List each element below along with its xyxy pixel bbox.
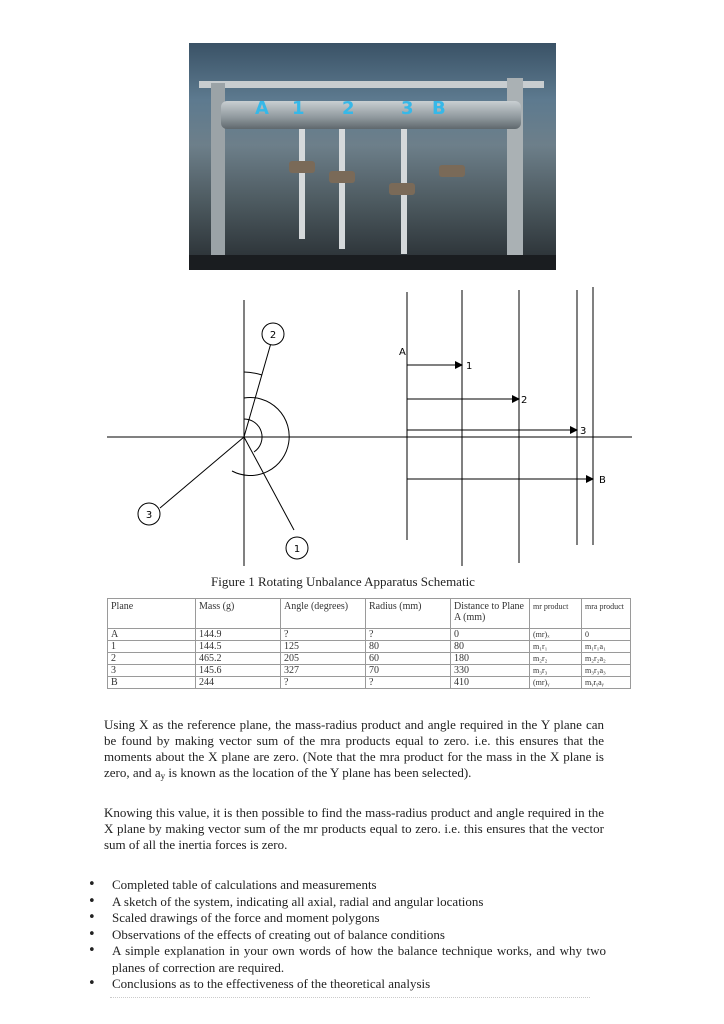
table-header-cell: mr product — [530, 599, 582, 629]
page-cut-edge — [110, 997, 590, 1002]
table-cell: A — [108, 629, 196, 641]
table-cell: 80 — [451, 641, 530, 653]
table-cell: ? — [281, 677, 366, 689]
table-cell: 0 — [451, 629, 530, 641]
table-header-cell: Plane — [108, 599, 196, 629]
axial-label-3: 3 — [580, 426, 587, 437]
photo-disc — [439, 165, 465, 177]
table-cell: 244 — [196, 677, 281, 689]
table-cell: 330 — [451, 665, 530, 677]
table-cell: B — [108, 677, 196, 689]
list-item: • Observations of the effects of creating out of balance conditions — [86, 927, 606, 944]
list-item: • Conclusions as to the effectiveness of the theoretical analysis — [86, 976, 606, 993]
table-row — [108, 641, 631, 653]
axial-label-2: 2 — [521, 395, 528, 406]
table-cell: ? — [366, 677, 451, 689]
paragraph-y-plane-start: Using X as the reference plane, the mass-radius product and angle required in the Y plane can be found by making vector sum of the mra products equal to zero. i.e. this ensures that the moments about the X plane are zero. (Note that the mra product for the mass in the X plane is zero, and a — [104, 717, 604, 780]
photo-disc — [389, 183, 415, 195]
photo-rod — [299, 129, 305, 239]
table-row — [108, 629, 631, 641]
photo-label-b: B — [432, 98, 446, 119]
list-item: • Scaled drawings of the force and moment polygons — [86, 910, 606, 927]
polar-label-2: 2 — [269, 330, 277, 341]
list-item: • A sketch of the system, indicating all axial, radial and angular locations — [86, 894, 606, 911]
table-row — [108, 665, 631, 677]
photo-top-rail — [199, 81, 544, 88]
axial-diagram — [382, 287, 632, 566]
table-header-cell: Angle (degrees) — [281, 599, 366, 629]
photo-label-3: 3 — [401, 98, 414, 119]
table-cell: 327 — [281, 665, 366, 677]
table-cell: 3 — [108, 665, 196, 677]
photo-label-2: 2 — [342, 98, 355, 119]
table-cell: (mr)ᵧ — [530, 677, 582, 689]
figure-caption: Figure 1 Rotating Unbalance Apparatus Schematic — [211, 574, 475, 589]
table-cell: 2 — [108, 653, 196, 665]
table-cell: m₁r₁ — [530, 641, 582, 653]
table-row — [108, 677, 631, 689]
table-cell: 1 — [108, 641, 196, 653]
subscript-y: y — [160, 771, 166, 781]
list-item: • A simple explanation in your own words of how the balance technique works, and why two planes of correction are required. — [86, 943, 606, 976]
apparatus-photo — [189, 43, 556, 270]
table-cell: 60 — [366, 653, 451, 665]
apparatus-schematic — [0, 280, 724, 575]
axial-label-b: B — [599, 475, 606, 486]
paragraph-y-plane-end: is known as the location of the Y plane has been selected). — [165, 765, 472, 780]
table-cell: ? — [281, 629, 366, 641]
table-cell: m₂r₂ — [530, 653, 582, 665]
table-cell: 70 — [366, 665, 451, 677]
polar-label-1: 1 — [293, 544, 301, 555]
table-cell: m₃r₃ — [530, 665, 582, 677]
table-cell: 125 — [281, 641, 366, 653]
table-cell: 205 — [281, 653, 366, 665]
paragraph-x-plane: Knowing this value, it is then possible to find the mass-radius product and angle required in the X plane by making vector sum of the mr products equal to zero. i.e. this ensures that the vector sum of all the inertia forces is zero. — [104, 805, 604, 852]
table-cell: 0 — [582, 629, 631, 641]
table-cell: 80 — [366, 641, 451, 653]
photo-label-1: 1 — [292, 98, 305, 119]
photo-rod — [339, 129, 345, 249]
table-cell: 144.9 — [196, 629, 281, 641]
photo-base — [189, 255, 556, 270]
table-header-cell: Radius (mm) — [366, 599, 451, 629]
angle-arc-small — [244, 372, 262, 375]
table-header-cell: mra product — [582, 599, 631, 629]
table-cell: ? — [366, 629, 451, 641]
deliverables-list — [86, 877, 606, 993]
table-cell: 144.5 — [196, 641, 281, 653]
axial-label-1: 1 — [466, 361, 473, 372]
list-item: • Completed table of calculations and measurements — [86, 877, 606, 894]
table-cell: m₂r₂a₂ — [582, 653, 631, 665]
table-cell: m₁r₁a₁ — [582, 641, 631, 653]
table-header-row — [108, 599, 631, 629]
polar-label-3: 3 — [145, 510, 153, 521]
polar-arm-3 — [160, 437, 244, 508]
polar-arm-2 — [244, 336, 273, 437]
table-cell: m₃r₃a₃ — [582, 665, 631, 677]
table-cell: mᵧrᵧaᵧ — [582, 677, 631, 689]
table-header-cell: Mass (g) — [196, 599, 281, 629]
table-cell: 145.6 — [196, 665, 281, 677]
paragraph-y-plane — [104, 717, 604, 784]
table-cell: 465.2 — [196, 653, 281, 665]
table-cell: 180 — [451, 653, 530, 665]
table-cell: (mr)ₓ — [530, 629, 582, 641]
photo-disc — [289, 161, 315, 173]
polar-diagram — [107, 300, 382, 566]
table-row — [108, 653, 631, 665]
measurement-table — [107, 598, 631, 689]
axial-label-a: A — [399, 347, 406, 358]
photo-disc — [329, 171, 355, 183]
table-header-cell: Distance to Plane A (mm) — [451, 599, 530, 629]
photo-label-a: A — [255, 98, 269, 119]
angle-arc-inner — [244, 419, 262, 452]
table-cell: 410 — [451, 677, 530, 689]
